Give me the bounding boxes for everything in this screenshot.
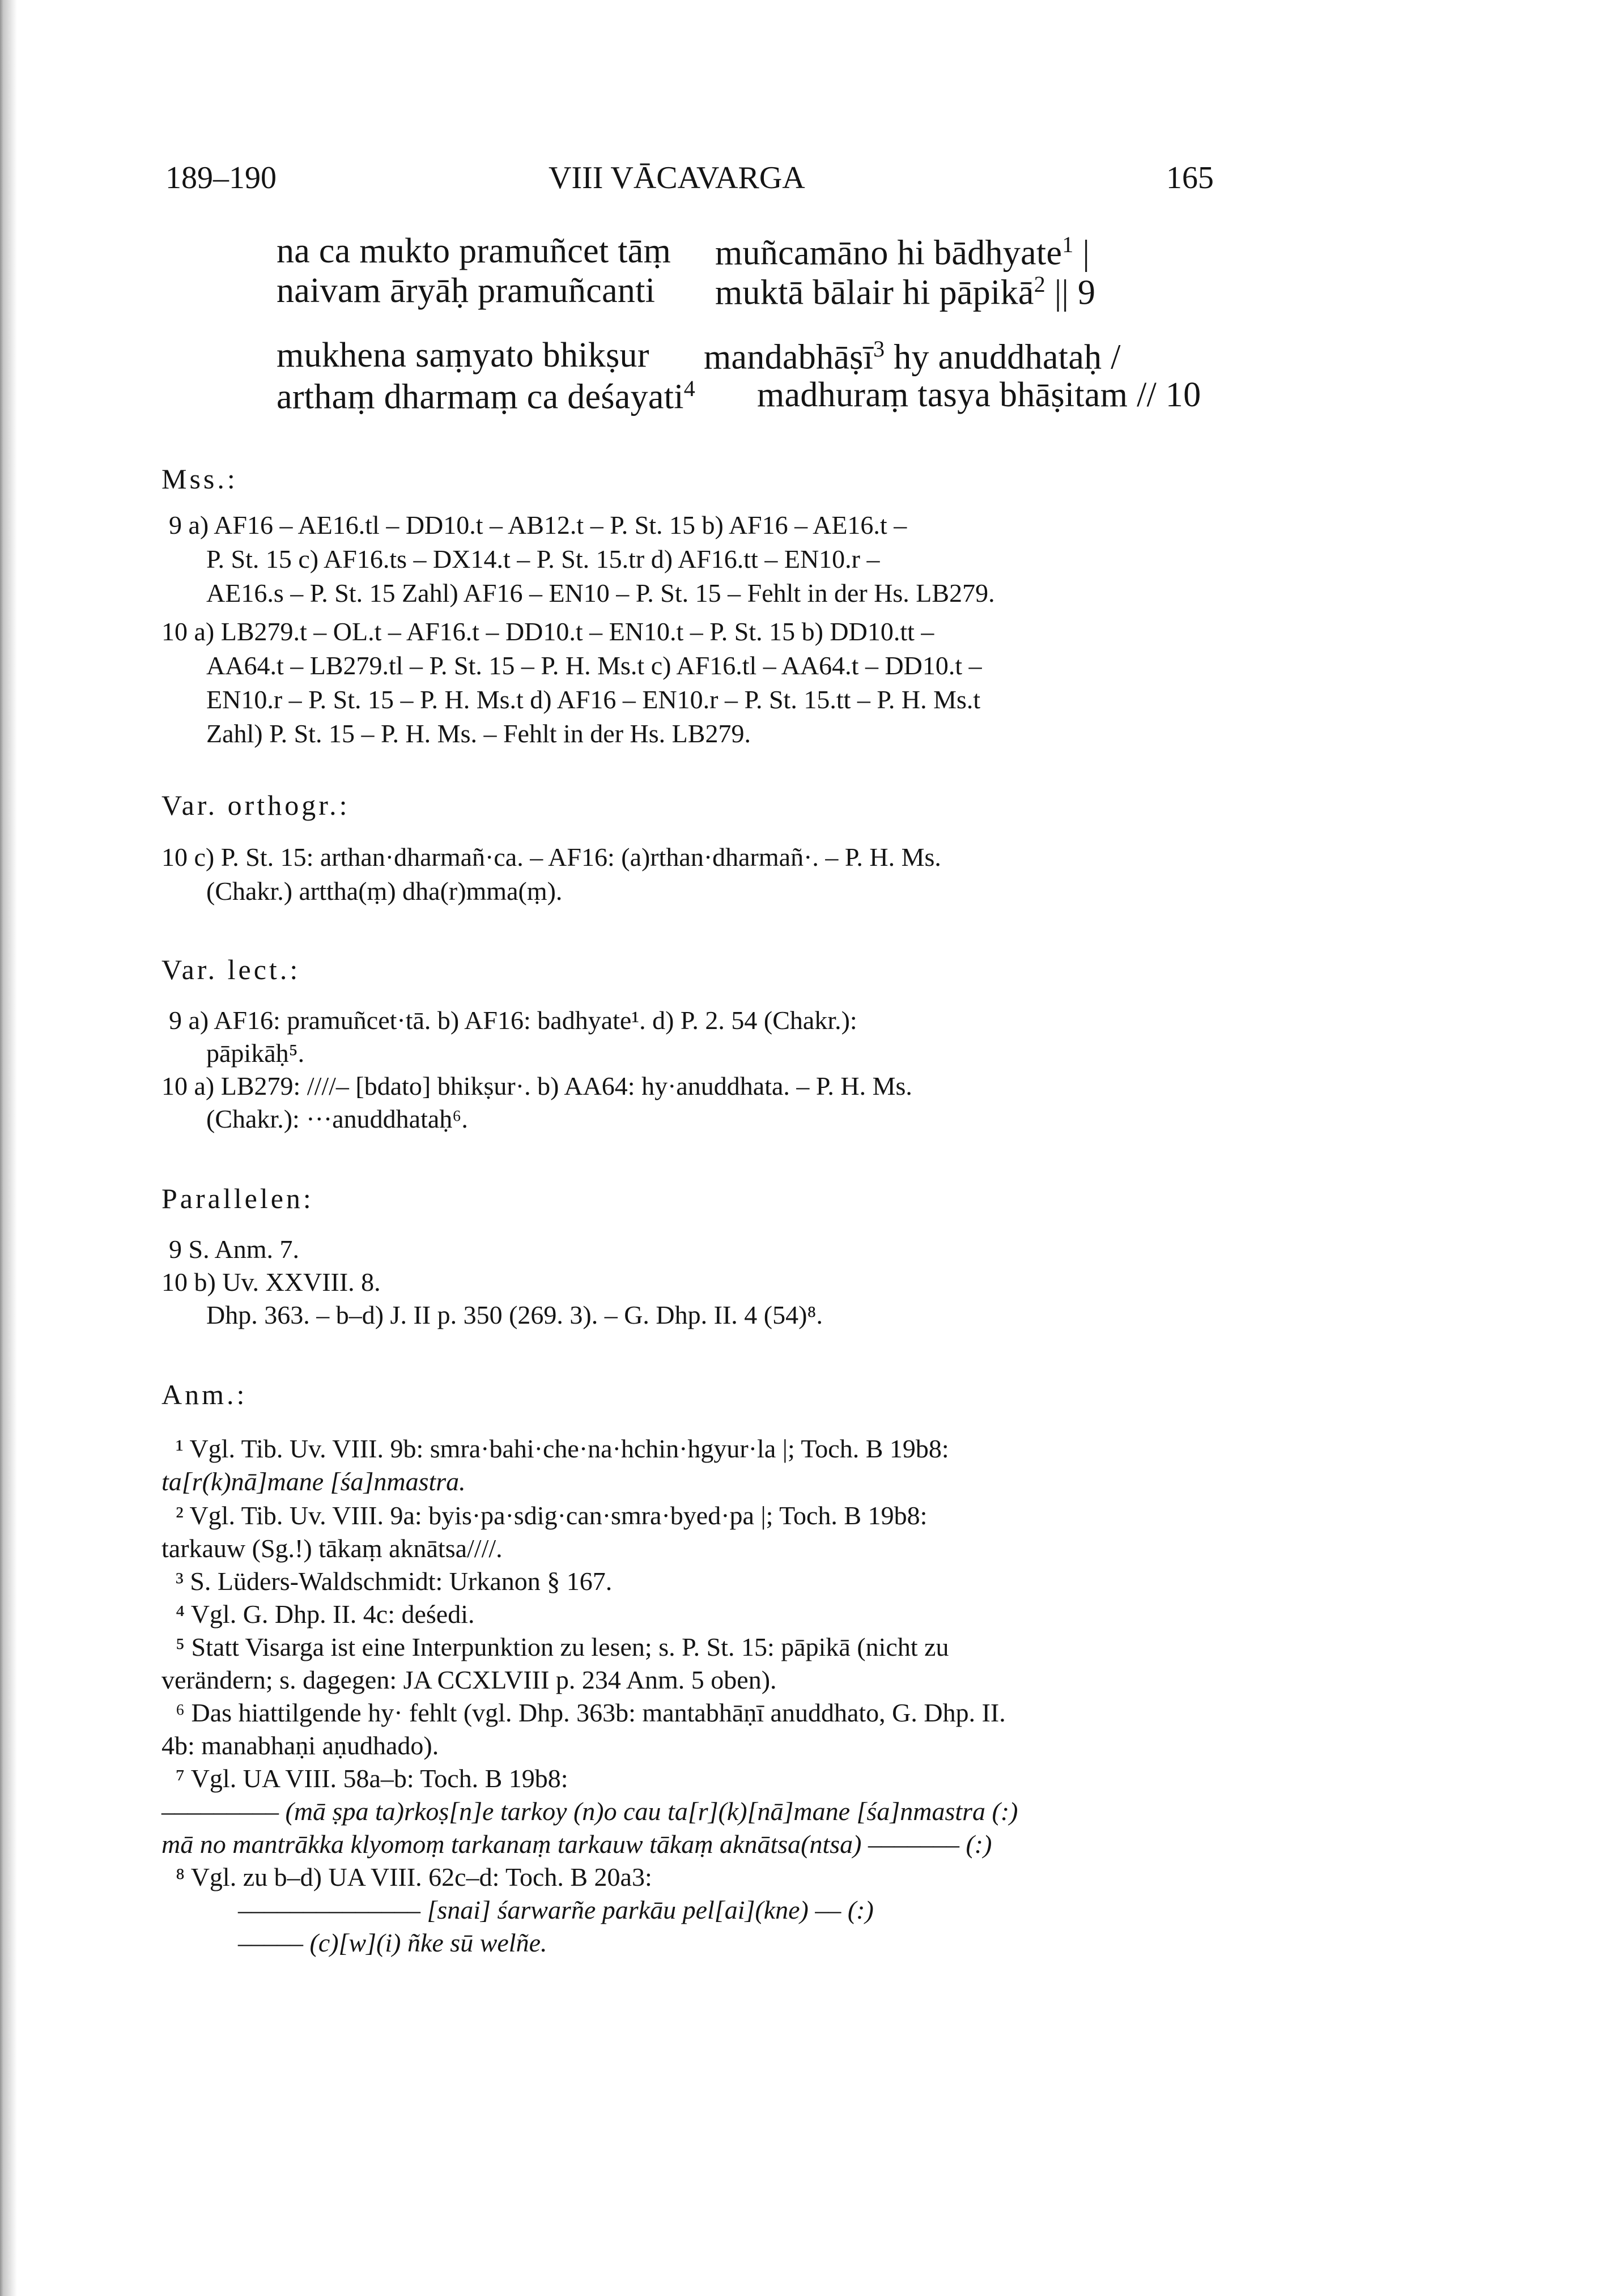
parallelen-line: 9 S. Anm. 7. [169,1235,300,1264]
note-line: verändern; s. dagegen: JA CCXLVIII p. 234 Anm. 5 oben). [161,1665,777,1694]
verse-9-line-2-pada-b: muktā bālair hi pāpikā$^2$ || 9 [715,271,1096,312]
note-line: ⁸ Vgl. zu b–d) UA VIII. 62c–d: Toch. B 20a3: [176,1863,652,1891]
var-orthogr-line: 10 c) P. St. 15: arthan·dharmañ·ca. – AF16: (a)rthan·dharmañ·. – P. H. Ms. [161,843,941,871]
verse-9-line-1-pada-a: na ca mukto pramuñcet tāṃ [277,232,671,270]
mss-line: AE16.s – P. St. 15 Zahl) AF16 – EN10 – P. St. 15 – Fehlt in der Hs. LB279. [206,579,995,607]
var-lect-line: pāpikāḥ⁵. [206,1039,305,1068]
verse-9-line-2-pada-a: naivam āryāḥ pramuñcanti [277,271,656,310]
verse-10-line-2-pada-a: arthaṃ dharmaṃ ca deśayati$^4$ [277,376,696,416]
scan-binding-shadow [0,0,19,2296]
parallelen-line: Dhp. 363. – b–d) J. II p. 350 (269. 3). – G. Dhp. II. 4 (54)⁸. [206,1300,823,1329]
note-line: –––––––––––––– [snai] śarwarñe parkāu pel[ai](kne) –– (:) [238,1895,874,1924]
note-line: ––––––––– (mā ṣpa ta)rkoṣ[n]e tarkoy (n)o cau ta[r](k)[nā]mane [śa]nmastra (:) [161,1797,1018,1826]
note-line: ta[r(k)nā]mane [śa]nmastra. [161,1467,466,1496]
var-orthogr-line: (Chakr.) arttha(ṃ) dha(r)mma(ṃ). [206,877,563,905]
parallelen-line: 10 b) Uv. XXVIII. 8. [161,1268,381,1296]
note-line: ⁴ Vgl. G. Dhp. II. 4c: deśedi. [176,1600,475,1629]
mss-line: P. St. 15 c) AF16.ts – DX14.t – P. St. 15.tr d) AF16.tt – EN10.r – [206,545,880,573]
note-line: ––––– (c)[w](i) ñke sū welñe. [238,1928,547,1957]
verse-10-line-1-pada-a: mukhena saṃyato bhikṣur [277,336,649,375]
verse-10-line-1-pada-b: mandabhāṣī$^3$ hy anuddhataḥ / [704,336,1121,377]
section-label-mss: Mss.: [161,463,238,495]
note-line: ³ S. Lüders-Waldschmidt: Urkanon § 167. [176,1567,613,1596]
note-line: ² Vgl. Tib. Uv. VIII. 9a: byis·pa·sdig·can·smra·byed·pa |; Toch. B 19b8: [176,1501,928,1530]
note-line: tarkauw (Sg.!) tākaṃ aknātsa////. [161,1534,503,1563]
section-label-anm: Anm.: [161,1379,248,1410]
section-label-var-orthogr: Var. orthogr.: [161,789,350,821]
var-lect-line: 9 a) AF16: pramuñcet·tā. b) AF16: badhyate¹. d) P. 2. 54 (Chakr.): [169,1006,857,1035]
mss-line: 9 a) AF16 – AE16.tl – DD10.t – AB12.t – P. St. 15 b) AF16 – AE16.t – [169,511,907,539]
note-line: ¹ Vgl. Tib. Uv. VIII. 9b: smra·bahi·che·na·hchin·hgyur·la |; Toch. B 19b8: [176,1434,949,1463]
var-lect-line: 10 a) LB279: ////– [bdato] bhikṣur·. b) AA64: hy·anuddhata. – P. H. Ms. [161,1072,912,1100]
verse-10-line-2-pada-b: madhuraṃ tasya bhāṣitam // 10 [757,376,1201,414]
mss-line: AA64.t – LB279.tl – P. St. 15 – P. H. Ms.t c) AF16.tl – AA64.t – DD10.t – [206,651,982,680]
note-line: ⁷ Vgl. UA VIII. 58a–b: Toch. B 19b8: [176,1764,568,1793]
section-label-parallelen: Parallelen: [161,1183,314,1214]
note-line: ⁶ Das hiattilgende hy· fehlt (vgl. Dhp. 363b: mantabhāṇī anuddhato, G. Dhp. II. [176,1698,1006,1727]
header-page-number: 165 [1166,160,1214,195]
mss-line: Zahl) P. St. 15 – P. H. Ms. – Fehlt in der Hs. LB279. [206,719,751,748]
header-chapter-title: VIII VĀCAVARGA [549,160,805,195]
section-label-var-lect: Var. lect.: [161,954,301,985]
verse-9-line-1-pada-b: muñcamāno hi bādhyate$^1$ | [715,232,1090,273]
mss-line: EN10.r – P. St. 15 – P. H. Ms.t d) AF16 – EN10.r – P. St. 15.tt – P. H. Ms.t [206,685,981,714]
note-line: 4b: manabhaṇi aṇudhado). [161,1731,439,1760]
note-line: mā no mantrākka klyomoṃ tarkanaṃ tarkauw tākaṃ aknātsa(ntsa) ––––––– (:) [161,1830,992,1859]
note-line: ⁵ Statt Visarga ist eine Interpunktion zu lesen; s. P. St. 15: pāpikā (nicht zu [176,1632,949,1661]
header-page-range: 189–190 [165,160,277,195]
var-lect-line: (Chakr.): ···anuddhataḥ⁶. [206,1104,468,1133]
mss-line: 10 a) LB279.t – OL.t – AF16.t – DD10.t – EN10.t – P. St. 15 b) DD10.tt – [161,617,934,646]
